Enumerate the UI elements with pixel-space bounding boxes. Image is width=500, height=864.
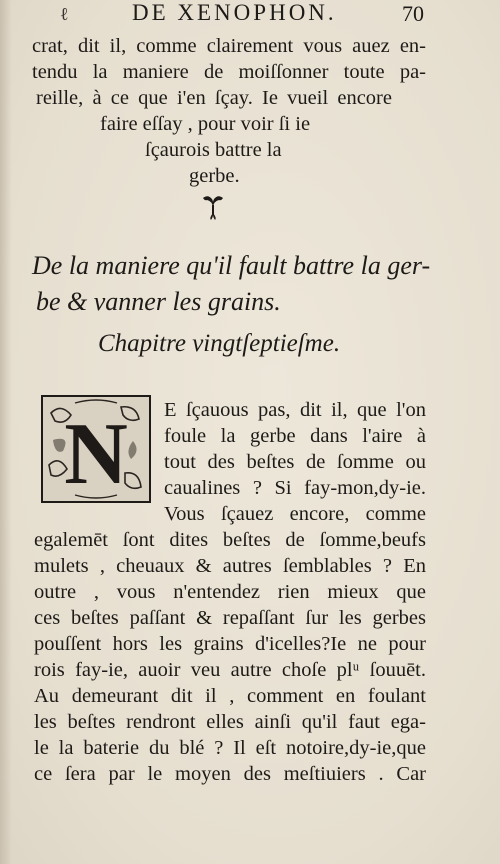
text-line: gerbe. — [189, 165, 240, 187]
text-line: foule la gerbe dans l'aire à — [164, 425, 426, 447]
text-line: le la baterie du blé ? Il eſt notoire,dy-ie,que — [34, 737, 426, 759]
text-line: egalemēt ſont dites beſtes de ſomme,beufs — [34, 529, 426, 551]
text-line: tendu la maniere de moiſſonner toute pa- — [32, 61, 426, 83]
drop-cap-letter: N — [64, 406, 128, 503]
text-line: reille, à ce que i'en ſçay. Ie vueil encore — [36, 87, 392, 109]
text-line: Au demeurant dit il , comment en foulant — [34, 685, 426, 707]
page-mark: ℓ — [60, 4, 69, 24]
text-line: ce ſera par le moyen des meſtiuiers . Car — [34, 763, 426, 785]
text-line: pouſſent hors les grains d'icelles?Ie ne pour — [34, 633, 426, 655]
decorated-initial — [41, 395, 151, 503]
text-line: E ſçauous pas, dit il, que l'on — [164, 399, 426, 421]
chapter-label: Chapitre vingtſeptieſme. — [98, 330, 341, 357]
text-line: crat, dit il, comme clairement vous auez en- — [32, 35, 426, 57]
text-line: ſçaurois battre la — [145, 139, 282, 161]
fleuron-ornament-icon — [200, 193, 226, 221]
text-line: tout des beſtes de ſomme ou — [164, 451, 426, 473]
text-line: ces beſtes paſſant & repaſſant ſur les gerbes — [34, 607, 426, 629]
text-line: outre , vous n'entendez rien mieux que — [34, 581, 426, 603]
text-line: rois fay-ie, auoir veu autre choſe plᵘ ſouuēt. — [34, 659, 426, 681]
text-line: les beſtes rendront elles ainſi qu'il faut ega- — [34, 711, 426, 733]
running-title: DE XENOPHON. — [132, 0, 337, 25]
text-line: caualines ? Si fay-mon,dy-ie. — [164, 477, 426, 499]
section-heading-line: De la maniere qu'il fault battre la ger- — [32, 251, 431, 280]
text-line: Vous ſçauez encore, comme — [164, 503, 426, 525]
section-heading-line: be & vanner les grains. — [36, 287, 281, 316]
page-gutter-shadow — [0, 0, 12, 864]
text-line: faire eſſay , pour voir ſi ie — [100, 113, 311, 135]
running-head — [50, 0, 470, 28]
page-number: 70 — [402, 1, 424, 26]
text-line: mulets , cheuaux & autres ſemblables ? En — [34, 555, 426, 577]
